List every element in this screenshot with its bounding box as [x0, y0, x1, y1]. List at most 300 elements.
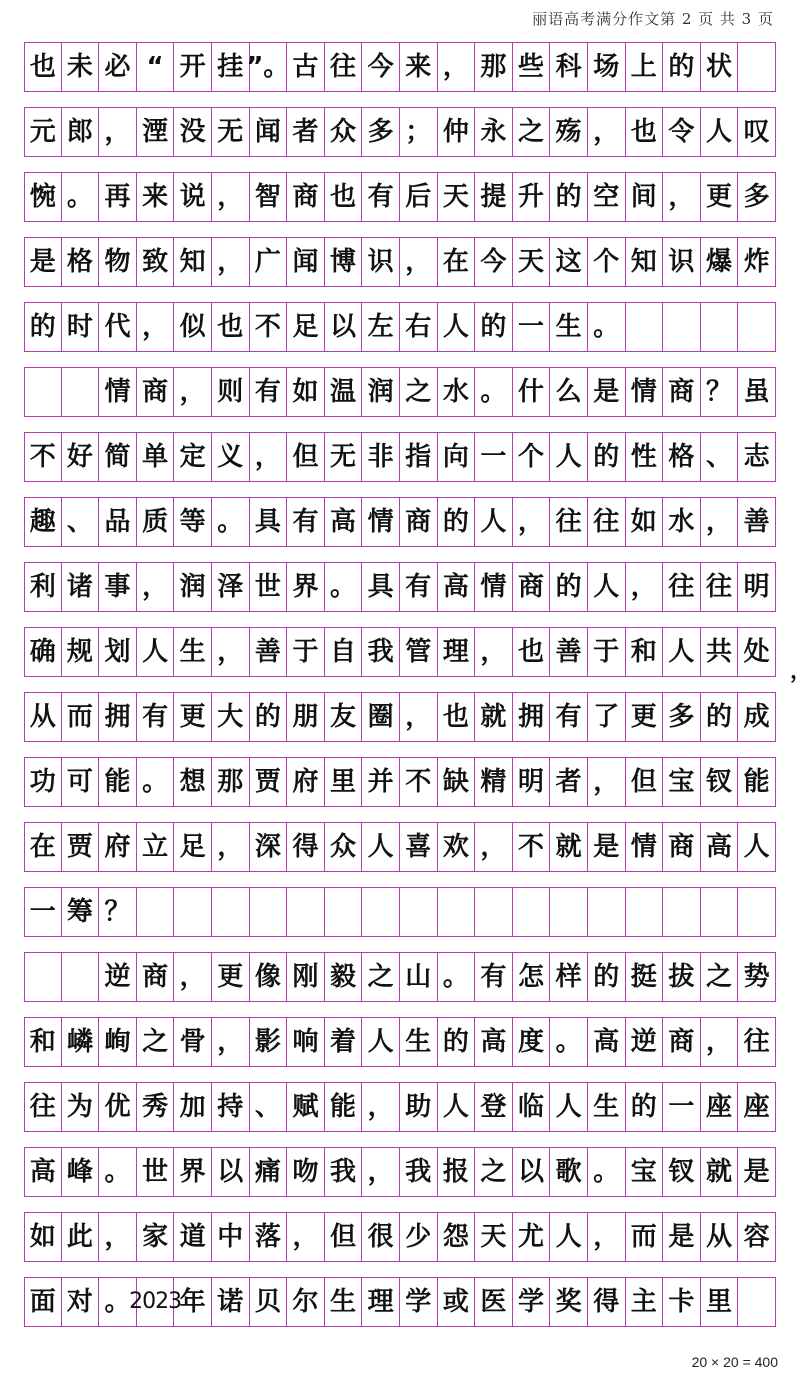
- grid-cell: 致: [137, 238, 175, 286]
- grid-cell: 商: [663, 368, 701, 416]
- grid-cell: 很: [362, 1213, 400, 1261]
- grid-cell: 成: [738, 693, 776, 741]
- grid-cell: 贾: [250, 758, 288, 806]
- grid-cell: ？: [701, 368, 739, 416]
- grid-cell: 往: [325, 43, 363, 91]
- grid-cell: 而: [626, 1213, 664, 1261]
- grid-cell: 是: [738, 1148, 776, 1196]
- grid-cell: 逆: [626, 1018, 664, 1066]
- grid-cell: 逆: [99, 953, 137, 1001]
- grid-cell: 骨: [174, 1018, 212, 1066]
- grid-cell: [174, 888, 212, 936]
- grid-cell: 从: [701, 1213, 739, 1261]
- grid-row: [24, 237, 776, 287]
- grid-cell: 非: [362, 433, 400, 481]
- grid-cell: 利: [24, 563, 62, 611]
- grid-cell: 更: [212, 953, 250, 1001]
- grid-cell: 深: [250, 823, 288, 871]
- grid-cell: 炸: [738, 238, 776, 286]
- grid-cell: [663, 303, 701, 351]
- grid-cell: ，: [250, 433, 288, 481]
- grid-cell: 处: [738, 628, 776, 676]
- grid-cell: 以: [513, 1148, 551, 1196]
- grid-cell: 生: [174, 628, 212, 676]
- grid-cell: 的: [550, 563, 588, 611]
- grid-cell: 简: [99, 433, 137, 481]
- grid-cell: 从: [24, 693, 62, 741]
- grid-cell: 指: [400, 433, 438, 481]
- grid-cell: 可: [62, 758, 100, 806]
- grid-cell: 圈: [362, 693, 400, 741]
- grid-cell: “: [137, 43, 175, 91]
- grid-cell: 想: [174, 758, 212, 806]
- grid-cell: 善: [550, 628, 588, 676]
- grid-cell: 多: [663, 693, 701, 741]
- grid-cell: 升: [513, 173, 551, 221]
- grid-row: [24, 627, 776, 677]
- grid-cell: 得: [287, 823, 325, 871]
- grid-cell: 也: [325, 173, 363, 221]
- grid-cell: 人: [588, 563, 626, 611]
- grid-cell: ，: [438, 43, 476, 91]
- grid-cell: 来: [137, 173, 175, 221]
- grid-cell: 在: [24, 823, 62, 871]
- grid-cell: [362, 888, 400, 936]
- grid-cell: 向: [438, 433, 476, 481]
- grid-cell: [738, 888, 776, 936]
- grid-cell: ，: [400, 238, 438, 286]
- grid-cell: 和: [626, 628, 664, 676]
- grid-cell: 人: [550, 1213, 588, 1261]
- grid-cell: 人: [663, 628, 701, 676]
- grid-cell: 之: [137, 1018, 175, 1066]
- grid-cell: 有: [362, 173, 400, 221]
- grid-cell: 科: [550, 43, 588, 91]
- grid-cell: [701, 888, 739, 936]
- grid-cell: 里: [325, 758, 363, 806]
- grid-cell: 温: [325, 368, 363, 416]
- grid-cell: 元: [24, 108, 62, 156]
- grid-cell: 事: [99, 563, 137, 611]
- grid-cell: 毅: [325, 953, 363, 1001]
- grid-cell: 趣: [24, 498, 62, 546]
- grid-cell: 左: [362, 303, 400, 351]
- grid-cell: 而: [62, 693, 100, 741]
- grid-cell: 卡: [663, 1278, 701, 1326]
- grid-cell: [24, 953, 62, 1001]
- grid-cell: 歌: [550, 1148, 588, 1196]
- grid-cell: 好: [62, 433, 100, 481]
- grid-cell: ，: [588, 758, 626, 806]
- grid-cell: 。: [212, 498, 250, 546]
- grid-cell: 永: [475, 108, 513, 156]
- grid-cell: ，: [212, 238, 250, 286]
- grid-cell: 筹: [62, 888, 100, 936]
- grid-cell: 往: [550, 498, 588, 546]
- margin-punctuation: ，: [790, 659, 812, 684]
- grid-cell: 但: [626, 758, 664, 806]
- grid-cell: 和: [24, 1018, 62, 1066]
- grid-cell: 更: [701, 173, 739, 221]
- grid-cell: ，: [663, 173, 701, 221]
- grid-cell: [513, 888, 551, 936]
- grid-cell: 来: [400, 43, 438, 91]
- grid-cell: 更: [626, 693, 664, 741]
- grid-cell: [626, 303, 664, 351]
- grid-cell: 理: [362, 1278, 400, 1326]
- grid-cell: 人: [438, 1083, 476, 1131]
- grid-cell: 不: [400, 758, 438, 806]
- grid-cell: 众: [325, 108, 363, 156]
- grid-cell: [325, 888, 363, 936]
- grid-cell: 情: [626, 823, 664, 871]
- grid-cell: 登: [475, 1083, 513, 1131]
- grid-cell: 以: [325, 303, 363, 351]
- grid-cell: 定: [174, 433, 212, 481]
- grid-cell: 场: [588, 43, 626, 91]
- grid-cell: 尔: [287, 1278, 325, 1326]
- grid-cell: 喜: [400, 823, 438, 871]
- grid-cell: 广: [250, 238, 288, 286]
- grid-cell: 秀: [137, 1083, 175, 1131]
- grid-cell: 有: [137, 693, 175, 741]
- grid-cell: 高: [24, 1148, 62, 1196]
- grid-row: [24, 1212, 776, 1262]
- grid-cell: 义: [212, 433, 250, 481]
- grid-cell: [287, 888, 325, 936]
- grid-cell: 。: [99, 1148, 137, 1196]
- grid-cell: 智: [250, 173, 288, 221]
- grid-cell: ，: [588, 108, 626, 156]
- grid-cell: 也: [24, 43, 62, 91]
- grid-cell: 中: [212, 1213, 250, 1261]
- grid-cell: 也: [212, 303, 250, 351]
- grid-cell: 上: [626, 43, 664, 91]
- grid-cell: [738, 43, 776, 91]
- grid-cell: 情: [362, 498, 400, 546]
- grid-cell: 宝: [663, 758, 701, 806]
- grid-cell: 润: [362, 368, 400, 416]
- grid-cell: 那: [475, 43, 513, 91]
- grid-cell: 今: [362, 43, 400, 91]
- grid-cell: 的: [438, 498, 476, 546]
- grid-cell: 这: [550, 238, 588, 286]
- grid-cell: 识: [663, 238, 701, 286]
- grid-cell: 友: [325, 693, 363, 741]
- grid-cell: 年: [174, 1278, 212, 1326]
- grid-cell: ，: [362, 1083, 400, 1131]
- grid-cell: 但: [287, 433, 325, 481]
- grid-cell: ；: [400, 108, 438, 156]
- grid-cell: 就: [701, 1148, 739, 1196]
- grid-cell: 学: [400, 1278, 438, 1326]
- grid-cell: 赋: [287, 1083, 325, 1131]
- grid-cell: 情: [475, 563, 513, 611]
- grid-cell: 划: [99, 628, 137, 676]
- grid-row: [24, 107, 776, 157]
- grid-cell: 性: [626, 433, 664, 481]
- grid-cell: 什: [513, 368, 551, 416]
- grid-cell: 朋: [287, 693, 325, 741]
- grid-cell: 诸: [62, 563, 100, 611]
- grid-cell: [738, 1278, 776, 1326]
- grid-cell: 开: [174, 43, 212, 91]
- grid-cell: 世: [137, 1148, 175, 1196]
- grid-cell: [62, 368, 100, 416]
- grid-cell: 多: [738, 173, 776, 221]
- grid-cell: [701, 303, 739, 351]
- grid-cell: 高: [701, 823, 739, 871]
- grid-cell: 。: [550, 1018, 588, 1066]
- grid-cell: 似: [174, 303, 212, 351]
- grid-row: [24, 1277, 776, 1327]
- grid-row: [24, 952, 776, 1002]
- grid-cell: 人: [475, 498, 513, 546]
- grid-cell: 但: [325, 1213, 363, 1261]
- grid-cell: 没: [174, 108, 212, 156]
- grid-cell: 知: [174, 238, 212, 286]
- grid-cell: 有: [550, 693, 588, 741]
- grid-cell: 我: [400, 1148, 438, 1196]
- grid-cell: 得: [588, 1278, 626, 1326]
- grid-cell: ，: [475, 628, 513, 676]
- grid-cell: 为: [62, 1083, 100, 1131]
- grid-cell: ，: [400, 693, 438, 741]
- grid-cell: 嶙: [62, 1018, 100, 1066]
- grid-cell: 博: [325, 238, 363, 286]
- grid-cell: 天: [475, 1213, 513, 1261]
- grid-cell: 于: [287, 628, 325, 676]
- grid-cell: 泽: [212, 563, 250, 611]
- grid-cell: 商: [663, 1018, 701, 1066]
- grid-cell: 者: [287, 108, 325, 156]
- grid-cell: 高: [588, 1018, 626, 1066]
- grid-cell: ，: [99, 1213, 137, 1261]
- grid-row: [24, 757, 776, 807]
- grid-cell: 更: [174, 693, 212, 741]
- grid-cell: 是: [588, 368, 626, 416]
- grid-cell: 时: [62, 303, 100, 351]
- grid-cell: 之: [362, 953, 400, 1001]
- grid-row: [24, 887, 776, 937]
- grid-row: [24, 1017, 776, 1067]
- grid-cell: ，: [212, 628, 250, 676]
- grid-cell: 挂: [212, 43, 250, 91]
- grid-cell: 后: [400, 173, 438, 221]
- grid-row: [24, 822, 776, 872]
- grid-cell: 对: [62, 1278, 100, 1326]
- grid-cell: 也: [513, 628, 551, 676]
- grid-cell: 功: [24, 758, 62, 806]
- grid-cell: ，: [212, 1018, 250, 1066]
- grid-cell: ，: [626, 563, 664, 611]
- grid-cell: 单: [137, 433, 175, 481]
- grid-cell: ，: [212, 823, 250, 871]
- grid-cell: 宝: [626, 1148, 664, 1196]
- grid-cell: 一: [513, 303, 551, 351]
- grid-cell: 的: [24, 303, 62, 351]
- grid-cell: 则: [212, 368, 250, 416]
- grid-cell: 2023: [137, 1278, 175, 1326]
- grid-cell: 必: [99, 43, 137, 91]
- grid-cell: 物: [99, 238, 137, 286]
- grid-cell: 是: [24, 238, 62, 286]
- grid-row: [24, 42, 776, 92]
- grid-cell: 之: [400, 368, 438, 416]
- grid-cell: 理: [438, 628, 476, 676]
- grid-cell: 刚: [287, 953, 325, 1001]
- grid-cell: 商: [137, 368, 175, 416]
- grid-cell: 峋: [99, 1018, 137, 1066]
- grid-cell: 家: [137, 1213, 175, 1261]
- grid-cell: 自: [325, 628, 363, 676]
- grid-cell: [250, 888, 288, 936]
- grid-cell: 能: [325, 1083, 363, 1131]
- grid-cell: 立: [137, 823, 175, 871]
- grid-cell: 。: [137, 758, 175, 806]
- grid-cell: 具: [362, 563, 400, 611]
- grid-cell: 并: [362, 758, 400, 806]
- grid-cell: 诺: [212, 1278, 250, 1326]
- grid-cell: ，: [513, 498, 551, 546]
- grid-cell: 我: [325, 1148, 363, 1196]
- grid-cell: 水: [438, 368, 476, 416]
- grid-row: [24, 497, 776, 547]
- grid-cell: 欢: [438, 823, 476, 871]
- grid-cell: 怎: [513, 953, 551, 1001]
- grid-cell: 者: [550, 758, 588, 806]
- grid-cell: 人: [550, 1083, 588, 1131]
- grid-cell: 往: [588, 498, 626, 546]
- grid-cell: 的: [438, 1018, 476, 1066]
- grid-cell: [626, 888, 664, 936]
- grid-cell: 的: [663, 43, 701, 91]
- grid-cell: 知: [626, 238, 664, 286]
- grid-cell: 那: [212, 758, 250, 806]
- grid-cell: 的: [588, 953, 626, 1001]
- grid-cell: 一: [663, 1083, 701, 1131]
- grid-cell: 的: [701, 693, 739, 741]
- grid-cell: 明: [738, 563, 776, 611]
- grid-cell: 些: [513, 43, 551, 91]
- grid-cell: 无: [325, 433, 363, 481]
- grid-cell: 右: [400, 303, 438, 351]
- grid-cell: 。: [325, 563, 363, 611]
- grid-cell: 殇: [550, 108, 588, 156]
- grid-cell: 天: [513, 238, 551, 286]
- grid-cell: 人: [701, 108, 739, 156]
- grid-cell: 人: [137, 628, 175, 676]
- grid-cell: 如: [24, 1213, 62, 1261]
- grid-cell: 志: [738, 433, 776, 481]
- grid-cell: 钗: [701, 758, 739, 806]
- grid-cell: ？: [99, 888, 137, 936]
- grid-row: [24, 562, 776, 612]
- grid-cell: 往: [701, 563, 739, 611]
- grid-cell: 天: [438, 173, 476, 221]
- grid-cell: 之: [475, 1148, 513, 1196]
- grid-cell: 格: [62, 238, 100, 286]
- grid-row: [24, 172, 776, 222]
- grid-cell: 容: [738, 1213, 776, 1261]
- grid-cell: 落: [250, 1213, 288, 1261]
- grid-cell: 。: [588, 1148, 626, 1196]
- grid-cell: [588, 888, 626, 936]
- page-footer-counter: 20 × 20 = 400: [691, 1354, 778, 1370]
- grid-cell: 商: [287, 173, 325, 221]
- grid-cell: 具: [250, 498, 288, 546]
- grid-cell: 足: [174, 823, 212, 871]
- grid-cell: 挺: [626, 953, 664, 1001]
- grid-cell: 主: [626, 1278, 664, 1326]
- grid-cell: 。: [475, 368, 513, 416]
- grid-cell: 也: [626, 108, 664, 156]
- grid-cell: 等: [174, 498, 212, 546]
- grid-cell: 峰: [62, 1148, 100, 1196]
- grid-cell: 生: [588, 1083, 626, 1131]
- grid-cell: 人: [362, 823, 400, 871]
- grid-cell: 生: [550, 303, 588, 351]
- grid-cell: 格: [663, 433, 701, 481]
- grid-cell: ，: [174, 953, 212, 1001]
- grid-row: [24, 302, 776, 352]
- grid-cell: 未: [62, 43, 100, 91]
- grid-cell: 明: [513, 758, 551, 806]
- grid-cell: 影: [250, 1018, 288, 1066]
- grid-cell: 有: [287, 498, 325, 546]
- grid-cell: 助: [400, 1083, 438, 1131]
- grid-cell: 大: [212, 693, 250, 741]
- grid-cell: 古: [287, 43, 325, 91]
- grid-cell: 空: [588, 173, 626, 221]
- grid-cell: 样: [550, 953, 588, 1001]
- grid-cell: ，: [701, 1018, 739, 1066]
- grid-cell: 界: [287, 563, 325, 611]
- grid-cell: 府: [287, 758, 325, 806]
- grid-cell: 能: [99, 758, 137, 806]
- grid-row: [24, 432, 776, 482]
- grid-cell: 代: [99, 303, 137, 351]
- grid-cell: [475, 888, 513, 936]
- grid-cell: [438, 888, 476, 936]
- grid-cell: 今: [475, 238, 513, 286]
- grid-cell: 多: [362, 108, 400, 156]
- grid-cell: 是: [663, 1213, 701, 1261]
- writing-grid: [24, 42, 776, 1350]
- grid-cell: 尤: [513, 1213, 551, 1261]
- grid-cell: 或: [438, 1278, 476, 1326]
- grid-cell: 确: [24, 628, 62, 676]
- grid-cell: 个: [513, 433, 551, 481]
- grid-cell: 贾: [62, 823, 100, 871]
- grid-cell: 郎: [62, 108, 100, 156]
- grid-cell: 学: [513, 1278, 551, 1326]
- grid-cell: 界: [174, 1148, 212, 1196]
- grid-cell: 有: [400, 563, 438, 611]
- grid-cell: 优: [99, 1083, 137, 1131]
- grid-cell: 闻: [287, 238, 325, 286]
- grid-cell: 道: [174, 1213, 212, 1261]
- grid-cell: 人: [362, 1018, 400, 1066]
- grid-cell: ，: [701, 498, 739, 546]
- grid-cell: 说: [174, 173, 212, 221]
- grid-cell: [550, 888, 588, 936]
- grid-cell: 如: [626, 498, 664, 546]
- grid-cell: [663, 888, 701, 936]
- grid-cell: 有: [250, 368, 288, 416]
- grid-cell: 的: [588, 433, 626, 481]
- grid-cell: 、: [701, 433, 739, 481]
